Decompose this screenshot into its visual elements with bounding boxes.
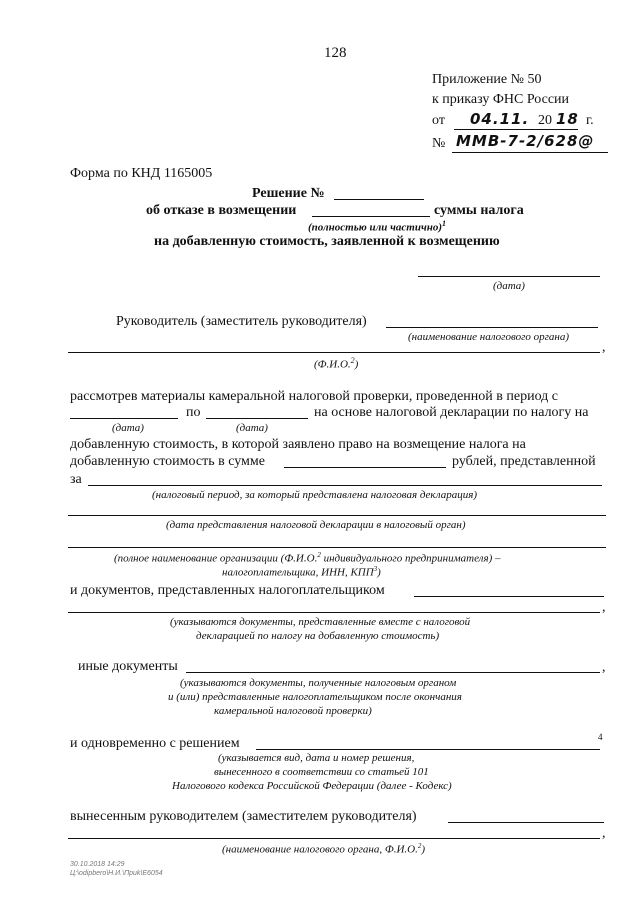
other-hint-1: (указываются документы, полученные налоговым органом <box>180 677 457 689</box>
period-end-hint: (дата) <box>236 422 268 434</box>
appendix-date-line <box>454 129 578 130</box>
decision-number-line[interactable] <box>334 199 424 200</box>
simul-hint-3: Налогового кодекса Российской Федерации (далее - Кодекс) <box>172 780 452 792</box>
decl-date-line[interactable] <box>68 515 606 516</box>
issued-hint: (наименование налогового органа, Ф.И.О.$^2$) <box>222 842 426 856</box>
tax-period-hint: (налоговый период, за который представлена налоговая декларация) <box>152 489 477 501</box>
title-line1: Решение № <box>252 186 325 201</box>
title-line2-b: суммы налога <box>434 203 524 218</box>
title-line2-a: об отказе в возмещении <box>146 203 297 218</box>
appendix-number-prefix: № <box>432 136 446 151</box>
org-hint-2: налогоплательщика, ИНН, КПП$^3$) <box>222 565 381 579</box>
za-label: за <box>70 472 82 487</box>
docs-hint-2: декларацией по налогу на добавленную стоимость) <box>196 630 440 642</box>
docs-text: и документов, представленных налогоплательщиком <box>70 583 385 598</box>
comma: , <box>602 340 606 355</box>
org-hint-1: (полное наименование организации (Ф.И.О.$^2$ индивидуального предпринимателя) – <box>114 551 501 565</box>
para1-po: по <box>186 405 201 420</box>
org-name-line[interactable] <box>68 547 606 548</box>
head-text: Руководитель (заместитель руководителя) <box>116 314 367 329</box>
appendix-number-line <box>452 152 608 153</box>
appendix-date-day: 04.11. <box>470 110 530 128</box>
other-hint-3: камеральной налоговой проверки) <box>214 705 372 717</box>
page-number: 128 <box>324 45 347 61</box>
appendix-year-prefix: 20 <box>538 113 552 128</box>
decl-date-hint: (дата представления налоговой декларации в налоговый орган) <box>166 519 466 531</box>
period-start-line[interactable] <box>70 418 178 419</box>
comma: , <box>602 826 606 841</box>
form-code: Форма по КНД 1165005 <box>70 166 213 181</box>
para1-line2-end: на основе налоговой декларации по налогу на <box>314 405 589 420</box>
simul-hint-2: вынесенного в соответствии со статьей 101 <box>214 766 429 778</box>
head-fio-line[interactable] <box>68 352 600 353</box>
title-line3: на добавленную стоимость, заявленной к возмещению <box>154 234 500 249</box>
simul-sup: 4 <box>598 732 603 742</box>
docs-hint-1: (указываются документы, представленные вместе с налоговой <box>170 616 471 628</box>
simul-text: и одновременно с решением <box>70 736 240 751</box>
other-docs-line[interactable] <box>186 672 600 673</box>
issued-line-2[interactable] <box>68 838 600 839</box>
para2-line2-a: добавленную стоимость в сумме <box>70 454 265 469</box>
appendix-number-value: ММВ-7-2/628@ <box>456 132 595 150</box>
docs-line-2[interactable] <box>68 612 600 613</box>
simul-hint-1: (указывается вид, дата и номер решения, <box>218 752 415 764</box>
appendix-year-suffix: 18 <box>556 110 579 128</box>
appendix-date-suffix: г. <box>586 113 594 128</box>
footer-path: Ц:\odipbero\Н.И.\Приk\E6054 <box>70 870 163 877</box>
tax-period-line[interactable] <box>88 485 602 486</box>
tax-org-line[interactable] <box>386 327 598 328</box>
comma: , <box>602 660 606 675</box>
refusal-scope-line[interactable] <box>312 216 430 217</box>
period-end-line[interactable] <box>206 418 308 419</box>
vat-amount-line[interactable] <box>284 467 446 468</box>
other-hint-2: и (или) представленные налогоплательщиком после окончания <box>168 691 462 703</box>
decision-date-hint: (дата) <box>493 280 525 292</box>
tax-org-hint: (наименование налогового органа) <box>408 331 570 343</box>
title-sub-hint: (полностью или частично)$^1$ <box>308 219 447 234</box>
appendix-title: Приложение № 50 <box>432 72 542 87</box>
period-start-hint: (дата) <box>112 422 144 434</box>
issued-line-1[interactable] <box>448 822 604 823</box>
footer-timestamp: 30.10.2018 14:29 <box>70 861 125 868</box>
para2-line2-b: рублей, представленной <box>452 454 596 469</box>
comma: , <box>602 600 606 615</box>
appendix-order: к приказу ФНС России <box>432 92 570 107</box>
decision-date-line[interactable] <box>418 276 600 277</box>
simul-line[interactable] <box>256 749 600 750</box>
issued-text: вынесенным руководителем (заместителем руководителя) <box>70 809 417 824</box>
para2-line1: добавленную стоимость, в которой заявлено право на возмещение налога на <box>70 437 526 452</box>
docs-line-1[interactable] <box>414 596 604 597</box>
fio-hint: (Ф.И.О.$^2$) <box>314 356 359 371</box>
other-docs-label: иные документы <box>78 659 178 674</box>
appendix-date-prefix: от <box>432 113 445 128</box>
para1-line1: рассмотрев материалы камеральной налоговой проверки, проведенной в период с <box>70 389 559 404</box>
